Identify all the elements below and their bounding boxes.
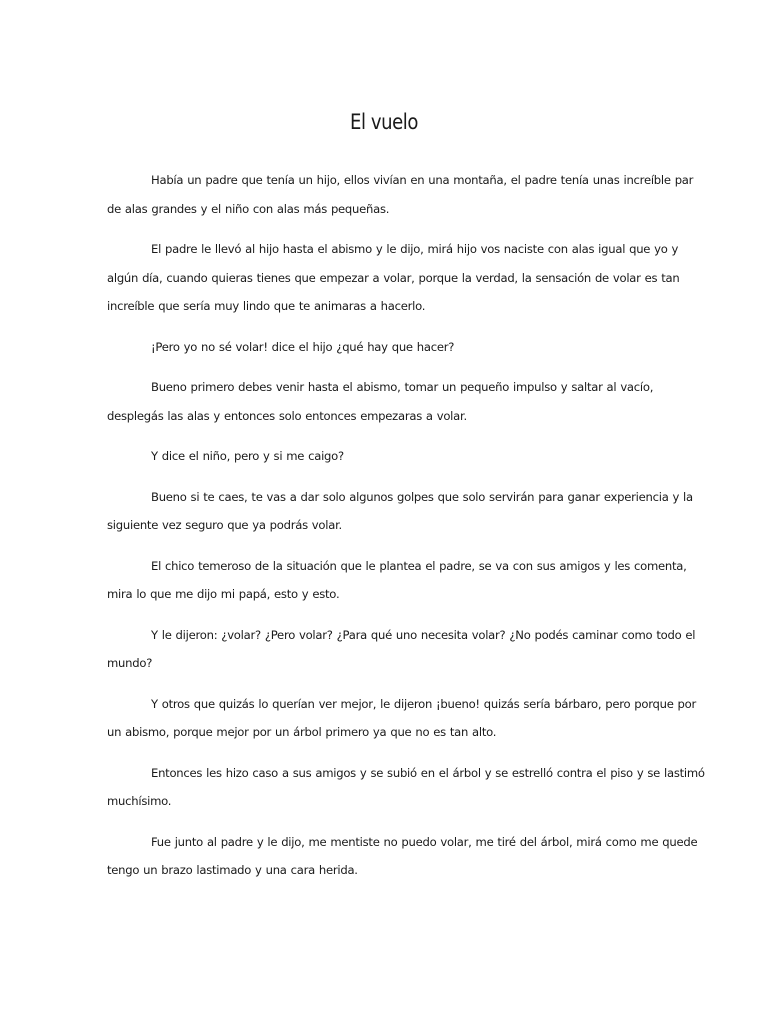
paragraph: Entonces les hizo caso a sus amigos y se subió en el árbol y se estrelló contra el piso y se lastimó muchísimo. [107, 765, 705, 808]
paragraph: Y le dijeron: ¿volar? ¿Pero volar? ¿Para qué uno necesita volar? ¿No podés caminar como todo el mundo? [107, 627, 696, 670]
paragraph: El chico temeroso de la situación que le plantea el padre, se va con sus amigos y les comenta, mira lo que me dijo mi papá, esto y esto. [107, 558, 687, 601]
paragraph: ¡Pero yo no sé volar! dice el hijo ¿qué hay que hacer? [151, 339, 455, 354]
paragraph: El padre le llevó al hijo hasta el abismo y le dijo, mirá hijo vos naciste con alas igual que yo y algún día, cuando quieras tienes que empezar a volar, porque la verdad, la sensación de volar es tan increíble que sería muy lindo que te animaras a hacerlo. [107, 242, 680, 313]
document-body [107, 166, 709, 897]
paragraph: Y otros que quizás lo querían ver mejor, le dijeron ¡bueno! quizás sería bárbaro, pero porque por un abismo, porque mejor por un árbol primero ya que no es tan alto. [107, 696, 697, 739]
document-title: El vuelo [349, 110, 419, 134]
paragraph: Y dice el niño, pero y si me caigo? [151, 449, 344, 463]
paragraph: Bueno si te caes, te vas a dar solo algunos golpes que solo servirán para ganar experiencia y la siguiente vez seguro que ya podrás volar. [107, 489, 693, 532]
paragraph: Bueno primero debes venir hasta el abismo, tomar un pequeño impulso y saltar al vacío, desplegás las alas y entonces solo entonces empezaras a volar. [107, 380, 654, 423]
paragraph: Fue junto al padre y le dijo, me mentiste no puedo volar, me tiré del árbol, mirá como me quede tengo un brazo lastimado y una cara herida. [107, 834, 698, 877]
paragraph: Había un padre que tenía un hijo, ellos vivían en una montaña, el padre tenía unas increíble par de alas grandes y el niño con alas más pequeñas. [107, 173, 694, 216]
